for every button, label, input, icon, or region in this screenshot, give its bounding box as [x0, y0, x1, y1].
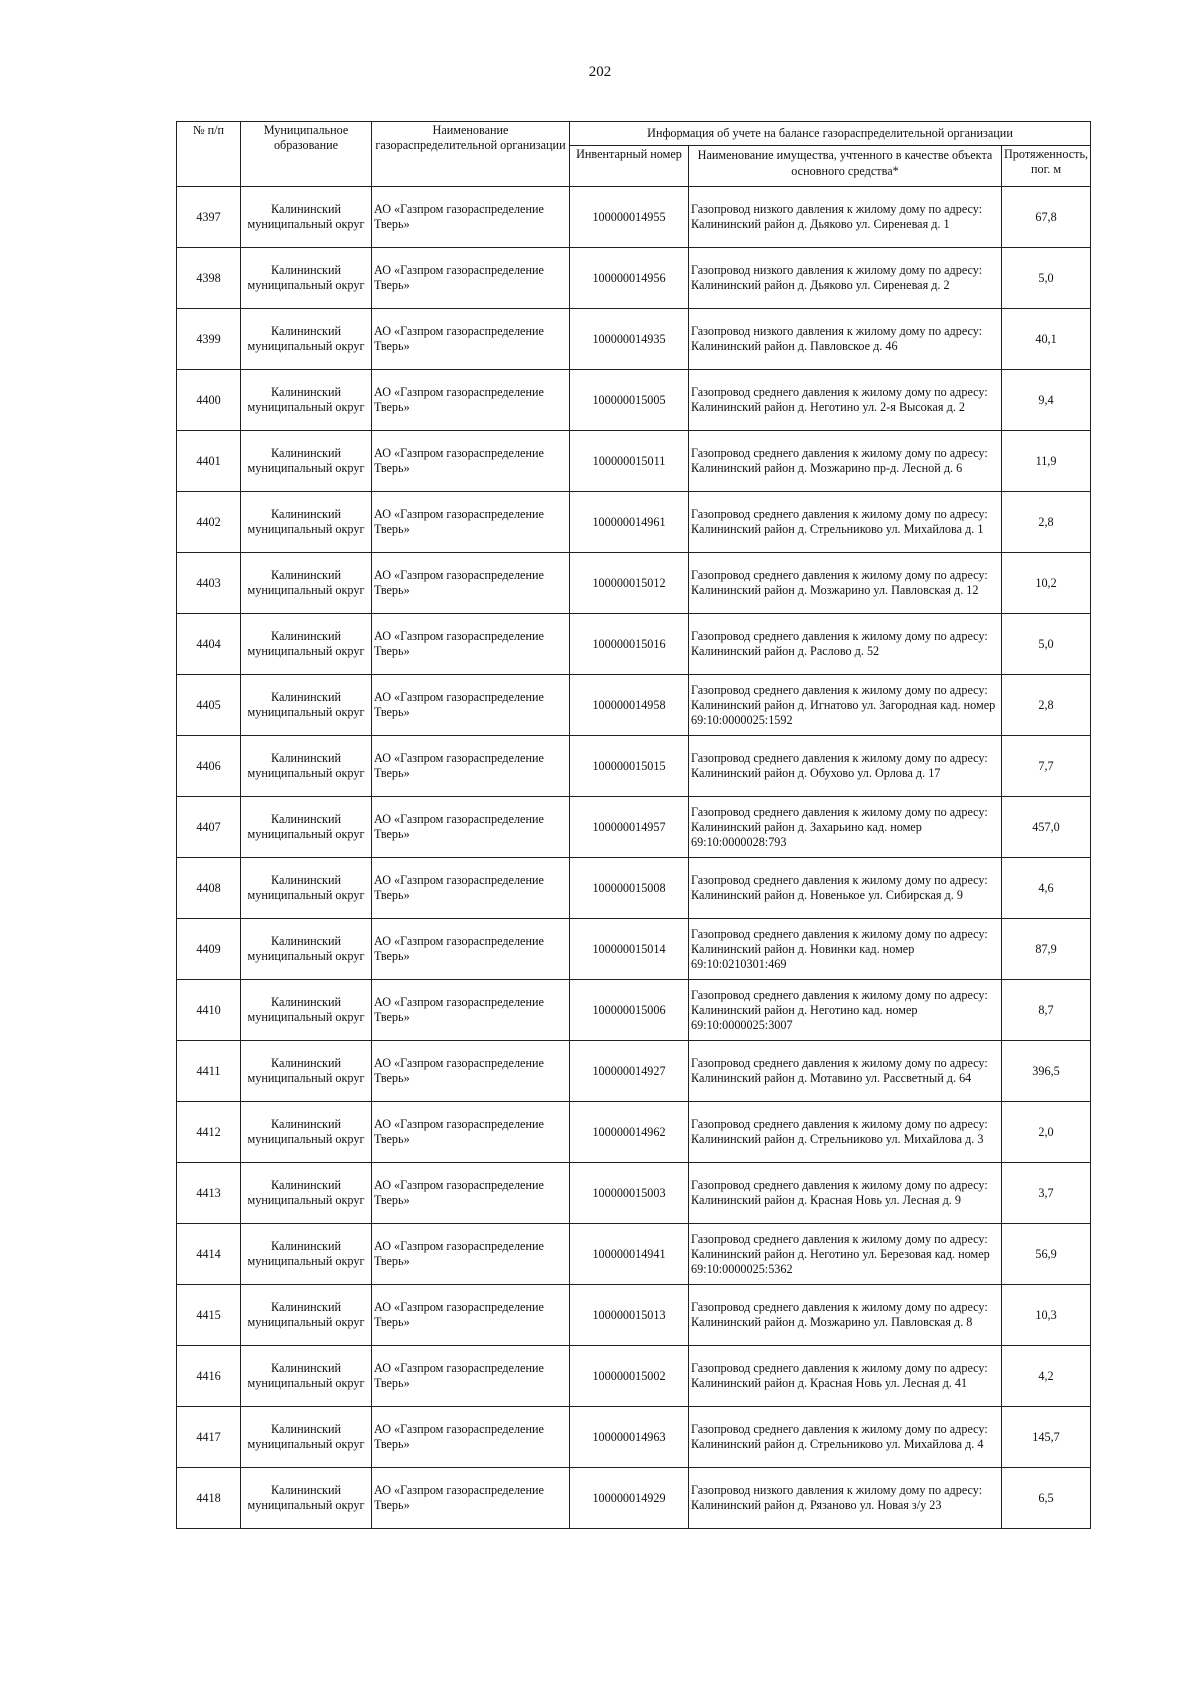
row-organization: АО «Газпром газораспределение Тверь» [372, 675, 570, 736]
row-asset-name: Газопровод среднего давления к жилому дому по адресу: Калининский район д. Стрельниково ул. Михайлова д. 4 [689, 1407, 1002, 1468]
row-municipality: Калининский муниципальный округ [241, 1163, 372, 1224]
row-asset-name: Газопровод среднего давления к жилому дому по адресу: Калининский район д. Захарьино кад. номер 69:10:0000028:793 [689, 797, 1002, 858]
header-balance-group: Информация об учете на балансе газораспределительной организации [570, 122, 1091, 146]
row-organization: АО «Газпром газораспределение Тверь» [372, 492, 570, 553]
row-inventory-number: 100000014955 [570, 187, 689, 248]
row-length: 67,8 [1002, 187, 1091, 248]
table-row [177, 370, 1091, 431]
row-organization: АО «Газпром газораспределение Тверь» [372, 1407, 570, 1468]
row-length: 2,0 [1002, 1102, 1091, 1163]
row-municipality: Калининский муниципальный округ [241, 492, 372, 553]
table-row [177, 1041, 1091, 1102]
row-asset-name: Газопровод среднего давления к жилому дому по адресу: Калининский район д. Стрельниково ул. Михайлова д. 1 [689, 492, 1002, 553]
table-row [177, 553, 1091, 614]
row-number: 4415 [177, 1285, 241, 1346]
row-municipality: Калининский муниципальный округ [241, 1224, 372, 1285]
row-length: 2,8 [1002, 675, 1091, 736]
row-asset-name: Газопровод среднего давления к жилому дому по адресу: Калининский район д. Неготино ул. 2-я Высокая д. 2 [689, 370, 1002, 431]
row-number: 4405 [177, 675, 241, 736]
row-number: 4411 [177, 1041, 241, 1102]
row-organization: АО «Газпром газораспределение Тверь» [372, 1468, 570, 1529]
row-length: 4,2 [1002, 1346, 1091, 1407]
row-organization: АО «Газпром газораспределение Тверь» [372, 1346, 570, 1407]
row-length: 10,3 [1002, 1285, 1091, 1346]
row-municipality: Калининский муниципальный округ [241, 1102, 372, 1163]
row-length: 2,8 [1002, 492, 1091, 553]
row-asset-name: Газопровод среднего давления к жилому дому по адресу: Калининский район д. Неготино ул. Березовая кад. номер 69:10:0000025:5362 [689, 1224, 1002, 1285]
row-municipality: Калининский муниципальный округ [241, 309, 372, 370]
row-number: 4413 [177, 1163, 241, 1224]
row-asset-name: Газопровод среднего давления к жилому дому по адресу: Калининский район д. Новенькое ул. Сибирская д. 9 [689, 858, 1002, 919]
row-asset-name: Газопровод среднего давления к жилому дому по адресу: Калининский район д. Красная Новь ул. Лесная д. 41 [689, 1346, 1002, 1407]
row-asset-name: Газопровод среднего давления к жилому дому по адресу: Калининский район д. Мозжарино ул. Павловская д. 12 [689, 553, 1002, 614]
row-municipality: Калининский муниципальный округ [241, 1407, 372, 1468]
row-inventory-number: 100000015003 [570, 1163, 689, 1224]
row-organization: АО «Газпром газораспределение Тверь» [372, 1285, 570, 1346]
row-asset-name: Газопровод среднего давления к жилому дому по адресу: Калининский район д. Мотавино ул. Рассветный д. 64 [689, 1041, 1002, 1102]
row-asset-name: Газопровод низкого давления к жилому дому по адресу: Калининский район д. Дьяково ул. Сиреневая д. 2 [689, 248, 1002, 309]
row-organization: АО «Газпром газораспределение Тверь» [372, 1102, 570, 1163]
row-length: 5,0 [1002, 614, 1091, 675]
table-row [177, 1102, 1091, 1163]
row-inventory-number: 100000014958 [570, 675, 689, 736]
header-organization: Наименование газораспределительной организации [372, 122, 570, 187]
row-asset-name: Газопровод низкого давления к жилому дому по адресу: Калининский район д. Рязаново ул. Новая з/у 23 [689, 1468, 1002, 1529]
row-organization: АО «Газпром газораспределение Тверь» [372, 370, 570, 431]
row-number: 4408 [177, 858, 241, 919]
row-inventory-number: 100000014929 [570, 1468, 689, 1529]
row-organization: АО «Газпром газораспределение Тверь» [372, 1224, 570, 1285]
row-inventory-number: 100000015013 [570, 1285, 689, 1346]
row-organization: АО «Газпром газораспределение Тверь» [372, 248, 570, 309]
row-asset-name: Газопровод среднего давления к жилому дому по адресу: Калининский район д. Новинки кад. номер 69:10:0210301:469 [689, 919, 1002, 980]
row-inventory-number: 100000014927 [570, 1041, 689, 1102]
row-inventory-number: 100000015005 [570, 370, 689, 431]
row-municipality: Калининский муниципальный округ [241, 1285, 372, 1346]
header-municipality: Муниципальное образование [241, 122, 372, 187]
row-organization: АО «Газпром газораспределение Тверь» [372, 187, 570, 248]
row-length: 40,1 [1002, 309, 1091, 370]
row-inventory-number: 100000014963 [570, 1407, 689, 1468]
row-asset-name: Газопровод среднего давления к жилому дому по адресу: Калининский район д. Красная Новь ул. Лесная д. 9 [689, 1163, 1002, 1224]
row-inventory-number: 100000014961 [570, 492, 689, 553]
row-municipality: Калининский муниципальный округ [241, 1468, 372, 1529]
row-inventory-number: 100000015006 [570, 980, 689, 1041]
row-length: 10,2 [1002, 553, 1091, 614]
table-row [177, 1163, 1091, 1224]
row-asset-name: Газопровод низкого давления к жилому дому по адресу: Калининский район д. Павловское д. 46 [689, 309, 1002, 370]
row-organization: АО «Газпром газораспределение Тверь» [372, 980, 570, 1041]
table-row [177, 187, 1091, 248]
row-municipality: Калининский муниципальный округ [241, 248, 372, 309]
row-inventory-number: 100000014941 [570, 1224, 689, 1285]
row-asset-name: Газопровод среднего давления к жилому дому по адресу: Калининский район д. Мозжарино пр-д. Лесной д. 6 [689, 431, 1002, 492]
row-number: 4404 [177, 614, 241, 675]
row-inventory-number: 100000015014 [570, 919, 689, 980]
row-asset-name: Газопровод среднего давления к жилому дому по адресу: Калининский район д. Обухово ул. Орлова д. 17 [689, 736, 1002, 797]
header-asset-name: Наименование имущества, учтенного в качестве объекта основного средства* [689, 146, 1002, 187]
row-number: 4403 [177, 553, 241, 614]
row-length: 11,9 [1002, 431, 1091, 492]
row-length: 87,9 [1002, 919, 1091, 980]
row-municipality: Калининский муниципальный округ [241, 736, 372, 797]
row-asset-name: Газопровод среднего давления к жилому дому по адресу: Калининский район д. Стрельниково ул. Михайлова д. 3 [689, 1102, 1002, 1163]
table-row [177, 1285, 1091, 1346]
row-organization: АО «Газпром газораспределение Тверь» [372, 553, 570, 614]
row-municipality: Калининский муниципальный округ [241, 431, 372, 492]
row-inventory-number: 100000015015 [570, 736, 689, 797]
table-row [177, 797, 1091, 858]
row-inventory-number: 100000015016 [570, 614, 689, 675]
row-asset-name: Газопровод среднего давления к жилому дому по адресу: Калининский район д. Игнатово ул. Загородная кад. номер 69:10:0000025:1592 [689, 675, 1002, 736]
table-row [177, 736, 1091, 797]
row-number: 4412 [177, 1102, 241, 1163]
table-row [177, 1346, 1091, 1407]
row-length: 396,5 [1002, 1041, 1091, 1102]
row-municipality: Калининский муниципальный округ [241, 919, 372, 980]
page-number: 202 [588, 64, 612, 80]
row-organization: АО «Газпром газораспределение Тверь» [372, 431, 570, 492]
row-number: 4416 [177, 1346, 241, 1407]
row-municipality: Калининский муниципальный округ [241, 980, 372, 1041]
row-inventory-number: 100000014962 [570, 1102, 689, 1163]
row-number: 4407 [177, 797, 241, 858]
table-row [177, 1224, 1091, 1285]
row-number: 4400 [177, 370, 241, 431]
row-organization: АО «Газпром газораспределение Тверь» [372, 614, 570, 675]
row-number: 4406 [177, 736, 241, 797]
row-length: 7,7 [1002, 736, 1091, 797]
row-organization: АО «Газпром газораспределение Тверь» [372, 858, 570, 919]
table-row [177, 858, 1091, 919]
row-number: 4401 [177, 431, 241, 492]
row-number: 4410 [177, 980, 241, 1041]
table-row [177, 1407, 1091, 1468]
table-row [177, 431, 1091, 492]
row-length: 145,7 [1002, 1407, 1091, 1468]
table-header [177, 122, 1091, 187]
table-row [177, 980, 1091, 1041]
row-municipality: Калининский муниципальный округ [241, 797, 372, 858]
row-length: 457,0 [1002, 797, 1091, 858]
table-row [177, 614, 1091, 675]
row-inventory-number: 100000015008 [570, 858, 689, 919]
row-organization: АО «Газпром газораспределение Тверь» [372, 919, 570, 980]
row-organization: АО «Газпром газораспределение Тверь» [372, 736, 570, 797]
row-length: 56,9 [1002, 1224, 1091, 1285]
row-length: 5,0 [1002, 248, 1091, 309]
row-length: 3,7 [1002, 1163, 1091, 1224]
row-length: 4,6 [1002, 858, 1091, 919]
row-organization: АО «Газпром газораспределение Тверь» [372, 1163, 570, 1224]
row-municipality: Калининский муниципальный округ [241, 614, 372, 675]
row-inventory-number: 100000015002 [570, 1346, 689, 1407]
row-number: 4402 [177, 492, 241, 553]
row-length: 8,7 [1002, 980, 1091, 1041]
row-asset-name: Газопровод среднего давления к жилому дому по адресу: Калининский район д. Неготино кад. номер 69:10:0000025:3007 [689, 980, 1002, 1041]
row-number: 4417 [177, 1407, 241, 1468]
row-municipality: Калининский муниципальный округ [241, 858, 372, 919]
row-asset-name: Газопровод среднего давления к жилому дому по адресу: Калининский район д. Мозжарино ул. Павловская д. 8 [689, 1285, 1002, 1346]
table-row [177, 919, 1091, 980]
row-number: 4418 [177, 1468, 241, 1529]
gas-assets-table [176, 121, 1091, 1529]
header-inventory: Инвентарный номер [570, 146, 689, 187]
row-municipality: Калининский муниципальный округ [241, 1346, 372, 1407]
row-organization: АО «Газпром газораспределение Тверь» [372, 309, 570, 370]
row-number: 4409 [177, 919, 241, 980]
table-row [177, 1468, 1091, 1529]
row-number: 4399 [177, 309, 241, 370]
row-length: 9,4 [1002, 370, 1091, 431]
row-organization: АО «Газпром газораспределение Тверь» [372, 797, 570, 858]
row-organization: АО «Газпром газораспределение Тверь» [372, 1041, 570, 1102]
table-row [177, 309, 1091, 370]
row-inventory-number: 100000014957 [570, 797, 689, 858]
row-municipality: Калининский муниципальный округ [241, 370, 372, 431]
row-length: 6,5 [1002, 1468, 1091, 1529]
row-municipality: Калининский муниципальный округ [241, 187, 372, 248]
row-number: 4397 [177, 187, 241, 248]
row-municipality: Калининский муниципальный округ [241, 553, 372, 614]
table-row [177, 675, 1091, 736]
row-number: 4398 [177, 248, 241, 309]
row-municipality: Калининский муниципальный округ [241, 1041, 372, 1102]
row-asset-name: Газопровод низкого давления к жилому дому по адресу: Калининский район д. Дьяково ул. Сиреневая д. 1 [689, 187, 1002, 248]
table-body [177, 187, 1091, 1529]
row-inventory-number: 100000015012 [570, 553, 689, 614]
table-row [177, 492, 1091, 553]
row-inventory-number: 100000014956 [570, 248, 689, 309]
header-num: № п/п [177, 122, 241, 187]
row-asset-name: Газопровод среднего давления к жилому дому по адресу: Калининский район д. Раслово д. 52 [689, 614, 1002, 675]
row-inventory-number: 100000014935 [570, 309, 689, 370]
table-row [177, 248, 1091, 309]
header-length: Протяженность, пог. м [1002, 146, 1091, 187]
row-number: 4414 [177, 1224, 241, 1285]
row-inventory-number: 100000015011 [570, 431, 689, 492]
row-municipality: Калининский муниципальный округ [241, 675, 372, 736]
